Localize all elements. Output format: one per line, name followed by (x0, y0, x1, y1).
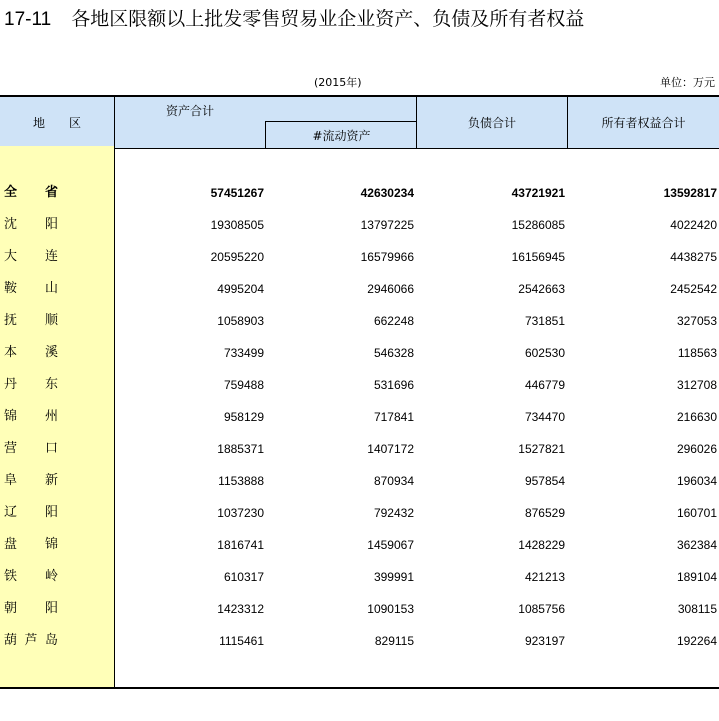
table-row (0, 337, 719, 369)
cell-current: 546328 (373, 346, 414, 360)
region-name: 葫 芦 岛 (4, 633, 58, 648)
cell-current: 13797225 (360, 218, 414, 232)
cell-assets: 1885371 (217, 442, 264, 456)
cell-assets: 19308505 (210, 218, 264, 232)
cell-assets: 759488 (223, 378, 264, 392)
table-header (0, 95, 719, 149)
table-number: 17-11 (4, 9, 52, 30)
cell-assets: 1058903 (217, 314, 264, 328)
region-name: 沈 阳 (4, 217, 58, 232)
table-row (0, 561, 719, 593)
cell-liabilities: 1428229 (518, 538, 565, 552)
region-name: 营 口 (4, 441, 58, 456)
cell-liabilities: 421213 (524, 570, 565, 584)
cell-equity: 362384 (676, 538, 717, 552)
region-name: 鞍 山 (4, 281, 58, 296)
table-row (0, 209, 719, 241)
cell-equity: 4022420 (670, 218, 717, 232)
cell-current: 717841 (373, 410, 414, 424)
header-assets: 资产合计 (165, 103, 214, 118)
cell-liabilities: 876529 (524, 506, 565, 520)
region-name: 锦 州 (4, 409, 58, 424)
year-label: (2015年) (314, 76, 362, 89)
table-row (0, 369, 719, 401)
cell-liabilities: 16156945 (511, 250, 565, 264)
cell-current: 870934 (373, 474, 414, 488)
region-name: 铁 岭 (4, 569, 58, 584)
cell-current: 829115 (374, 634, 414, 648)
cell-liabilities: 446779 (524, 378, 565, 392)
cell-liabilities: 923197 (524, 634, 565, 648)
region-name: 全 省 (4, 185, 58, 200)
cell-equity: 160701 (676, 506, 717, 520)
cell-equity: 308115 (677, 602, 717, 616)
cell-equity: 216630 (676, 410, 717, 424)
table-title: 各地区限额以上批发零售贸易业企业资产、负债及所有者权益 (71, 8, 585, 30)
cell-current: 1407172 (367, 442, 414, 456)
cell-assets: 610317 (223, 570, 264, 584)
cell-liabilities: 2542663 (518, 282, 565, 296)
cell-current: 2946066 (367, 282, 414, 296)
cell-equity: 13592817 (663, 186, 717, 200)
cell-current: 792432 (373, 506, 414, 520)
cell-assets: 1423312 (217, 602, 264, 616)
cell-equity: 327053 (676, 314, 717, 328)
cell-liabilities: 15286085 (511, 218, 565, 232)
table-row (0, 401, 719, 433)
table-row (0, 625, 719, 657)
region-name: 抚 顺 (4, 313, 58, 328)
cell-equity: 189104 (676, 570, 717, 584)
cell-liabilities: 1527821 (518, 442, 565, 456)
table-row (0, 433, 719, 465)
region-name: 朝 阳 (4, 601, 58, 616)
cell-current: 531696 (373, 378, 414, 392)
table-row (0, 529, 719, 561)
cell-current: 1090153 (367, 602, 414, 616)
region-name: 大 连 (4, 249, 58, 264)
cell-equity: 312708 (676, 378, 717, 392)
table-row (0, 273, 719, 305)
header-current-assets: #流动资产 (265, 121, 417, 149)
bottom-rule (0, 687, 719, 689)
cell-liabilities: 43721921 (511, 186, 565, 200)
header-equity: 所有者权益合计 (601, 116, 686, 130)
cell-liabilities: 957854 (524, 474, 565, 488)
cell-assets: 1816741 (217, 538, 264, 552)
cell-liabilities: 1085756 (518, 602, 565, 616)
cell-assets: 733499 (223, 346, 264, 360)
region-name: 盘 锦 (4, 537, 58, 552)
cell-current: 1459067 (367, 538, 414, 552)
header-liabilities: 负债合计 (467, 116, 516, 130)
page-title (4, 4, 584, 31)
cell-assets: 20595220 (210, 250, 264, 264)
cell-equity: 196034 (676, 474, 717, 488)
cell-assets: 4995204 (217, 282, 264, 296)
cell-liabilities: 731851 (524, 314, 565, 328)
cell-equity: 192264 (676, 634, 717, 648)
cell-equity: 4438275 (670, 250, 717, 264)
table-row (0, 305, 719, 337)
cell-assets: 1115461 (219, 634, 264, 648)
region-name: 阜 新 (4, 473, 58, 488)
table-row (0, 465, 719, 497)
cell-assets: 958129 (223, 410, 264, 424)
table-row (0, 241, 719, 273)
table-row (0, 497, 719, 529)
cell-liabilities: 602530 (524, 346, 565, 360)
cell-assets: 1153888 (218, 474, 264, 488)
cell-equity: 296026 (676, 442, 717, 456)
region-name: 丹 东 (4, 377, 58, 392)
cell-current: 399991 (373, 570, 414, 584)
header-region: 地 区 (32, 116, 81, 130)
unit-label: 单位：万元 (660, 76, 715, 89)
region-name: 本 溪 (4, 345, 58, 360)
cell-assets: 57451267 (210, 186, 264, 200)
region-name: 辽 阳 (4, 505, 58, 520)
cell-equity: 2452542 (670, 282, 717, 296)
cell-assets: 1037230 (217, 506, 264, 520)
cell-liabilities: 734470 (524, 410, 565, 424)
cell-equity: 118563 (677, 346, 717, 360)
cell-current: 42630234 (360, 186, 414, 200)
cell-current: 662248 (373, 314, 414, 328)
table-row (0, 593, 719, 625)
cell-current: 16579966 (360, 250, 414, 264)
total-row (0, 177, 719, 209)
